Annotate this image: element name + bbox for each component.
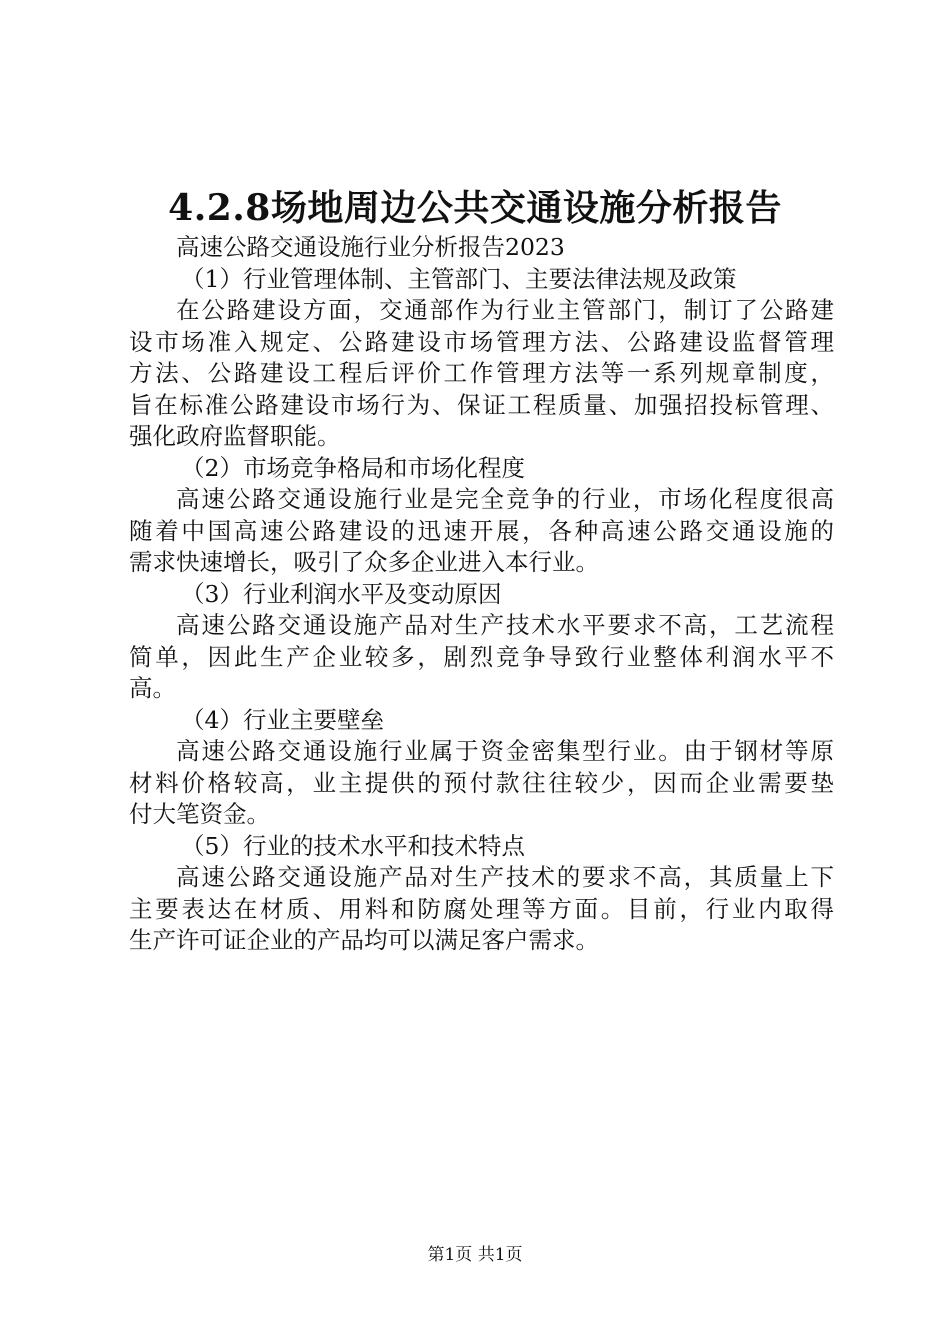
- paragraph-line: 高速公路交通设施产品对生产技术的要求不高，其质量上下: [176, 863, 834, 891]
- section-heading-4: （4）行业主要壁垒: [181, 705, 384, 734]
- paragraph-line: 方法、公路建设工程后评价工作管理方法等一系列规章制度，: [129, 359, 834, 387]
- section-heading-2: （2）市场竞争格局和市场化程度: [181, 453, 525, 482]
- section-heading-3: （3）行业利润水平及变动原因: [181, 579, 502, 608]
- section-heading-5: （5）行业的技术水平和技术特点: [181, 831, 525, 860]
- document-title: 4.2.8场地周边公共交通设施分析报告: [168, 187, 782, 229]
- paragraph-line: 需求快速增长，吸引了众多企业进入本行业。: [129, 548, 599, 576]
- paragraph-line: 旨在标准公路建设市场行为、保证工程质量、加强招投标管理、: [129, 390, 834, 419]
- paragraph-line: 付大笔资金。: [129, 800, 270, 828]
- report-subtitle: 高速公路交通设施行业分析报告2023: [176, 233, 565, 261]
- paragraph-line: 生产许可证企业的产品均可以满足客户需求。: [129, 926, 599, 954]
- paragraph-line: 随着中国高速公路建设的迅速开展，各种高速公路交通设施的: [129, 516, 834, 545]
- paragraph-line: 高速公路交通设施行业属于资金密集型行业。由于钢材等原: [176, 737, 834, 765]
- section-heading-1: （1）行业管理体制、主管部门、主要法律法规及政策: [181, 264, 737, 293]
- document-body: [129, 232, 834, 957]
- paragraph-line: 高。: [129, 674, 176, 702]
- paragraph-line: 高速公路交通设施行业是完全竞争的行业，市场化程度很高: [176, 485, 834, 513]
- paragraph-line: 材料价格较高，业主提供的预付款往往较少，因而企业需要垫: [129, 768, 834, 797]
- paragraph-line: 高速公路交通设施产品对生产技术水平要求不高，工艺流程: [176, 611, 834, 639]
- paragraph-line: 主要表达在材质、用料和防腐处理等方面。目前，行业内取得: [129, 894, 834, 923]
- paragraph-line: 设市场准入规定、公路建设市场管理方法、公路建设监督管理: [129, 327, 834, 356]
- page-footer: 第1页 共1页: [427, 1245, 523, 1265]
- paragraph-line: 简单，因此生产企业较多，剧烈竞争导致行业整体利润水平不: [129, 642, 834, 671]
- paragraph-line: 在公路建设方面，交通部作为行业主管部门，制订了公路建: [176, 296, 834, 324]
- paragraph-line: 强化政府监督职能。: [129, 422, 341, 450]
